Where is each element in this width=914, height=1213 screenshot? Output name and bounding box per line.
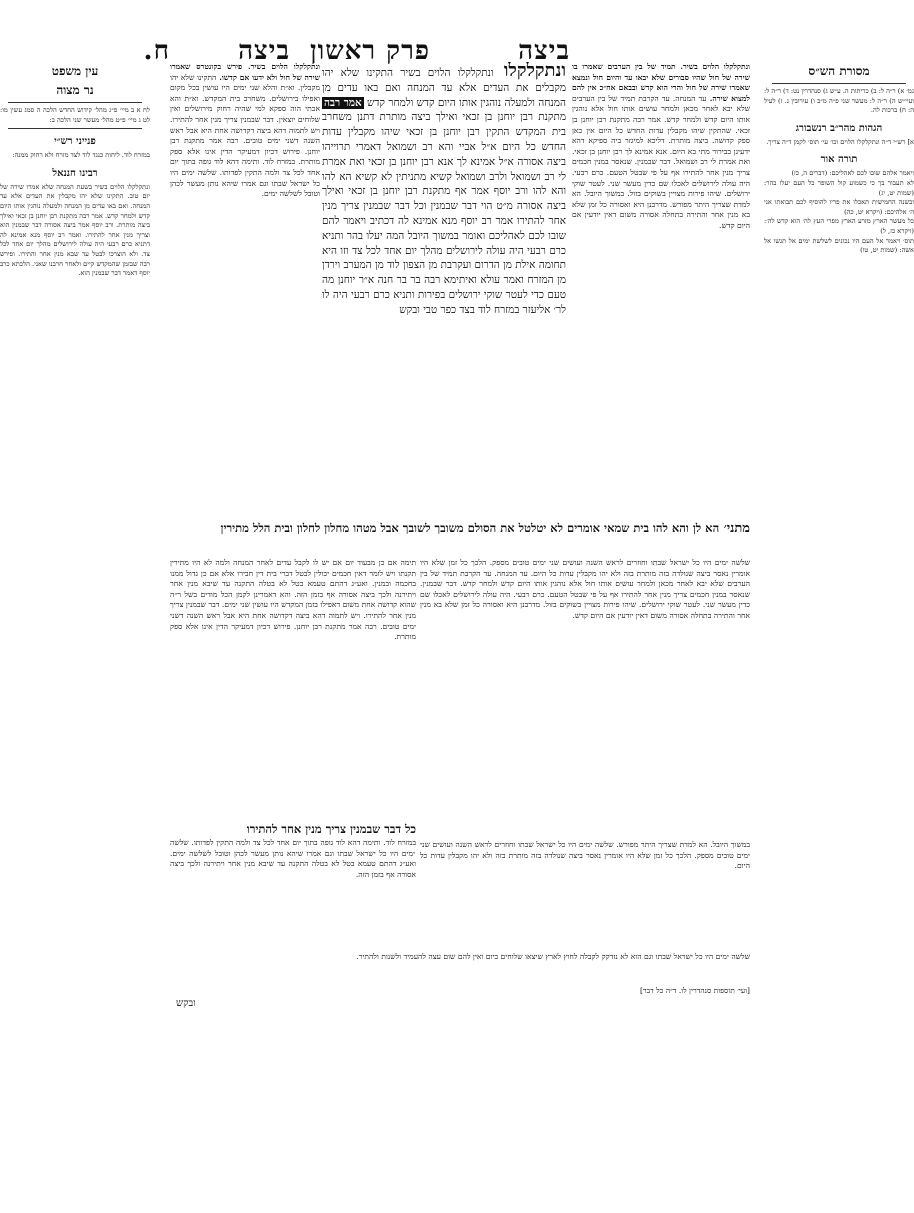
torah-or-verse-2: לא תעבור בך כי כשמוע קול השופר כל העם יעלו בהר: (שמות יט, יג) (764, 178, 914, 197)
divider (8, 128, 142, 129)
rashi-p1-repeat: עד המנחה. עד הקרבת תמיד של בין הערבים שלא יבא לאחר מכאן ולמחר עושים אותו חול אלא נוהגין אותו היום קדש ולמחר קדש. (420, 568, 750, 589)
tosafot-column (170, 62, 320, 560)
divider (8, 102, 142, 103)
rashi-p7: כרם רבעי. היה עולה לירושלים לאכלו שם כדין מעשר שני. (572, 167, 750, 188)
torah-or-verse-3: ובשנה החמישית תאכלו את פריו להוסיף לכם תבואתו אני ה׳ אלהיכם: (ויקרא יט, כה) (764, 198, 914, 216)
gemara-line-10: ובקש (399, 303, 420, 316)
rashi-p10: מדרבנן היא ואסורה כל זמן שלא בא מנין אחר והתירה בתחלה אסורה משום דאין יודעין אם היום קדש. (572, 199, 750, 230)
rashi-p9: במשוך היובל. הא למדת שצריך היתר מפורש. (572, 189, 750, 209)
hagahot-title: הגהות מהר״ב רנשבורג (795, 122, 883, 134)
header-tractate-left: ביצה (238, 36, 290, 66)
tosafot-p6-repeat: במזרח לוד. ותימה דהא לוד גופה בתוך יום אחד לכל צד ולמה התקין לפדותו. (188, 838, 416, 847)
rashi-p2: עד המנחה. עד הקרבת תמיד של בין הערבים שלא יבא לאחר מכאן ולמחר עושים אותו חול אלא נוהגין אותו היום קדש ולמחר קדש. (572, 93, 750, 124)
rashi-p5: אנא אמינא לך רבן יוחנן בן זכאי. ואת אמרת לי רב ושמואל. (572, 146, 750, 167)
gemara-line-2: ואם באו עדים מן המנחה ולמעלה נוהגין אותו היום קדש ולמחר קדש (322, 81, 566, 109)
mishnah-lead: הא לן והא להו (648, 521, 720, 535)
tosafot-p9: ואע״ג דהתם טעמא בטל לא בטלה התקנה עד שיבא מנין אחר ויתירנה ולכך ביצה אסורה אף בזמן הזה. (170, 579, 416, 599)
masoret-refs: גמ׳ א) ר״ה ל: ב) כריתות ה. ע״ש ג) סנהדרין נט: ד) ר״ה ל: ועיי״ש ה) ר״ה ל: מעשר שני פ״ה מ״ב ו) עירובין נ. ז) לעיל ה: ח) ברכות לה. (764, 87, 914, 115)
tosafot-p5: רבה אמר מתקנת רבן יוחנן. פירוש דכיון דמעיקר הדין אינו אלא ספק מותרת. (170, 136, 320, 167)
rabbeinu-chananel-title: רבינו חננאל (52, 167, 98, 179)
rashi-p1: ונתקלקלו הלוים בשיר. תמיד של בין הערבים שאמרו בו שירה של חול שהיו סבורים שלא יבאו עד והיום חול ונמצא שאמרו שירה של חול והרי הוא קדש ובבאם אח״כ אין להם למצוא שירה. (572, 62, 750, 103)
header-chapter: פרק ראשון (309, 36, 430, 66)
bottom-footnote: [ועי׳ תוספות סנהדרין לו. ד״ה כל דבר] (639, 986, 750, 995)
ein-mishpat-refs: לח א ב מיי׳ פ״ג מהל׳ קידוש החדש הלכה ה סמג עשין מו: לט ג מיי׳ פ״ט מהל׳ מעשר שני הלכה ב: (0, 106, 150, 124)
gemara-line-4: א״ל אביי והא רב ושמואל דאמרי תרוייהו ביצה אסורה (322, 140, 566, 168)
rashi-p3: אמר רבה מתקנת רבן יוחנן בן זכאי. שהתקין שיהו מקבלין עדות החדש כל היום אין כאן ספק קדושה. (572, 114, 750, 146)
ner-mitzvah-title: נר מצוה (56, 83, 94, 97)
tosafot-continuation (170, 558, 416, 820)
rashi-p12: הלכך כל זמן שלא היו אומרין נאסר ביצה שנולדה בזה מותרת בזה ולא יהו מקבלין עדות כל היום. (420, 558, 750, 578)
torah-or-verse-1: ויאמר אלהם שובו לכם לאהליכם: (דברים ה, כז) (791, 169, 914, 178)
torah-or-title: תורה אור (820, 154, 858, 166)
header-folio: ח. (143, 36, 170, 66)
tosafot-p4-repeat: דבר שבמנין צריך מנין אחר להתירו. ויש לתמוה דהא ביצה דקדושה אחת היא אבל ראש השנה דשני ימים טובים. (170, 600, 416, 631)
margin-right (764, 62, 914, 992)
rashi-p3-repeat: דבר שבמנין. שנאסר במנין חכמים צריך מנין אחר להתירו אף על פי שבטל הטעם. (420, 579, 750, 599)
gemara-line-7: אמר רב יוסף מנא אמינא לה דכתיב ויאמר להם שובו לכם לאהליכם ואומר במשוך היובל המה יעלו בהר (322, 214, 566, 242)
tosafot-p7-repeat: שלשה ימים היו כל ישראל שבתו וגם אמרו שיהא נותן מעשר לכהן וטובל לשלשה ימים. (170, 838, 415, 858)
torah-or-verse-5: תוס׳ ויאמר אל העם היו נכונים לשלשת ימים אל תגשו אל אשה: (שמות יט, טו) (764, 236, 914, 255)
mishnah-label: מתני׳ (719, 521, 750, 536)
ein-mishpat-title: עין משפט (51, 64, 99, 78)
gemara-line-5: א״ל אמינא לך אנא רבן יוחנן בן זכאי ואת אמרת לי רב ושמואל ולרב ושמואל קשיא מתניתין לא קשיא הא להו והא להו (322, 155, 566, 198)
gemara-highlighted-phrase: אמר רבה (324, 96, 362, 109)
tosafot-dibur-hamatchil: כל דבר שבמנין צריך מנין אחר להתירו (246, 822, 416, 836)
rashi-p9-repeat: במשוך היובל. הא למדת שצריך היתר מפורש. (613, 840, 750, 849)
rashi-p6: דבר שבמנין. שנאסר במנין חכמים צריך מנין אחר להתירו אף על פי שבטל הטעם. (572, 157, 750, 177)
tosafot-p5-repeat: רבה אמר מתקנת רבן יוחנן. פירוש דכיון דמעיקר הדין אינו אלא ספק מותרת. (170, 621, 416, 642)
rashi-p11-repeat: שלשה ימים היו כל ישראל שבתו וחוזרים לראש השנה ועושים שני ימים טובים מספק. (420, 840, 750, 860)
gemara-line-1: ונתקלקלו הלוים בשיר התקינו שלא יהו מקבלים את העדים אלא עד המנחה (322, 67, 566, 94)
rabbeinu-chananel-text: ונתקלקלו הלוים בשיר בשעת המנחה שלא אמרו שירה של יום טוב. התקינו שלא יהו מקבלין את העדים אלא עד המנחה. ואם באו עדים מן המנחה ולמעלה נוהגין אותו היום קדש ולמחר קדש. אמר רבה מתקנת רבן יוחנן בן זכאי ואילך ביצה מותרת. ורב יוסף אמר ביצה אסורה דבר שבמנין הוא וצריך מנין אחר להתירו. ואמר רב יוסף מנא אמינא לה דתניא כרם רבעי היה עולה לירושלים מהלך יום אחד לכל צד. ולא הוצרכו לבטל עד שבא מנין אחר והתירו. ופירש רבה שבזמן שהמקדש קיים ולאחר חרבנו שאני. הלכתא כרב יוסף דאמר דבר שבמנין הוא. (0, 182, 150, 278)
tosafot-p6: במזרח לוד. ותימה דהא לוד גופה בתוך יום אחד לכל צד ולמה התקין לפדותו. (170, 157, 320, 177)
mishnah-text: בית שמאי אומרים לא יטלטל את הסולם משובך לשובך אבל מטהו מחלון לחלון ובית הלל מתירין (220, 521, 649, 535)
margin-left (0, 62, 150, 992)
rashi-p12-repeat: הלכך כל זמן שלא היו אומרין נאסר ביצה שנולדה בזה מותרת בזה ולא יהו מקבלין עדות כל היום. (420, 850, 750, 871)
rashi-p5-repeat: לעטר שוקי ירושלים. שיהו פירות מצויין בשוקים בזול. (540, 600, 700, 610)
gemara-opening-word: ונתקלקלו (493, 62, 566, 81)
tosafot-p9-repeat: ואע״ג דהתם טעמא בטל לא בטלה התקנה עד שיבא מנין אחר ויתירנה ולכך ביצה אסורה אף בזמן הזה. (170, 859, 416, 879)
gemara-line-3: מתקנת רבן יוחנן בן זכאי ואילך ביצה מותרת דתנן משחרב בית המקדש התקין רבן יוחנן בן זכאי שיהו מקבלין עדות החדש כל היום (322, 111, 566, 153)
divider (772, 83, 906, 84)
header-tractate-right: ביצה (518, 36, 570, 66)
tosafot-p8: תימה אם כן מבעוד יום אם יש לו לקבל עדים לאחר המנחה ולמה לא היו מתירין תקנתו ויש לומר דאין חכמים יכולין לבטל דברי בית דין חבירו אלא אם כן גדול ממנו בחכמה ובמנין. (170, 558, 416, 589)
rashi-p11: שלשה ימים היו כל ישראל שבתו וחוזרים לראש השנה ועושים שני ימים טובים מספק. (486, 558, 750, 567)
bottom-text (170, 952, 750, 984)
rashi-p4: ביצה מותרת. דליכא למיגזר ביה ספיקא דהא ידעינן בבירור מתי בא היום. (572, 136, 750, 156)
mishnah-zone (170, 520, 750, 554)
rashi-p4-repeat: כרם רבעי. היה עולה לירושלים לאכלו שם כדין מעשר שני. (420, 589, 750, 610)
rashi-p6-repeat: מדרבנן היא ואסורה כל זמן שלא בא מנין אחר והתירה בתחלה אסורה משום דאין יודעין אם היום קדש. (420, 600, 750, 620)
tosafot-p3: משחרב בית המקדש. וא״ת והא אכתי הוה ספקא למי שהיה רחוק מירושלים ואין שלוחים יוצאין. (170, 93, 320, 124)
tosafot-p1: ונתקלקלו הלוים בשיר. פירש בקונטרס שאמרו שירה של חול ולא ידעו אם קדשו. (170, 62, 320, 82)
rashi-column (572, 62, 750, 560)
bottom-paragraph: שלשה ימים היו כל ישראל שבתו וגם הוא לא נזדקק לקבלה לחוץ לארץ שיצאו שלוחים ביום ואין להם שום עצה להעמיד ולשנות ולהתיר. (356, 952, 750, 961)
tosafot-p4: דבר שבמנין צריך מנין אחר להתירו. ויש לתמוה דהא ביצה דקדושה אחת היא אבל ראש השנה דשני ימים טובים. (170, 114, 320, 146)
rashi-p8: לעטר שוקי ירושלים. שיהו פירות מצויין בשוקים בזול. (572, 178, 750, 199)
gemara-line-9: ואמר עולא ואיתימא רבה בר בר חנה א״ר יוחנן מה טעם כדי לעטר שוקי ירושלים בפירות ותניא כרם רבעי היה לו לר׳ אליעזר במזרח לוד בצד כפר טבי (322, 274, 566, 316)
tosafot-p7: שלשה ימים היו כל ישראל שבתו וגם אמרו שיהא נותן מעשר לכהן וטובל לשלשה ימים. (170, 167, 320, 199)
rashi-glossary-title: פנייני רש״י (54, 136, 96, 148)
gemara-line-8: ותניא כרם רבעי היה עולה לירושלים מהלך יום אחד לכל צד וזו היא תחומה אילת מן הדרום ועקרבת מן הצפון לוד מן המערב וירדן מן המזרח (322, 229, 566, 287)
rashi-continuation-2 (420, 840, 750, 952)
masoret-title: מסורת הש״ס (808, 64, 870, 78)
tosafot-continuation-2 (170, 838, 416, 950)
tosafot-p10: והא דאמרינן לקמן הכל מודים בשל ר״ה שהוא קדושה אחת משום דאפילו בזמן המקדש היו עושין שני ימים. (170, 589, 416, 610)
tosafot-p2: התקינו שלא יהו מקבלין. וא״ת והלא שני ימים היו עושין בכל מקום ואפילו בירושלים. (170, 72, 320, 103)
gemara-column (322, 62, 566, 518)
catchword: ובקש (176, 998, 196, 1009)
rashi-continuation (420, 558, 750, 838)
rashi-glossary-text: במזרח לוד. ליחות כנגד לוד לצד מזרח ולא רחוק ממנה: (12, 151, 150, 160)
gemara-line-6: ורב יוסף אמר אף מתקנת רבן יוחנן בן זכאי ואילך ביצה אסורה מ״ט הוי דבר שבמנין וכל דבר שבמנין צריך מנין אחר להתירו (322, 185, 566, 227)
hagahot-text: א] רש״י ד״ה ונתקלקלו הלוים וכו׳ עי׳ תוס׳ לקמן ד״ה צריך. (766, 137, 914, 146)
torah-or-verse-4: כל מעשר הארץ מזרע הארץ מפרי העץ לה׳ הוא קדש לה׳: (ויקרא כז, ל) (764, 217, 914, 235)
